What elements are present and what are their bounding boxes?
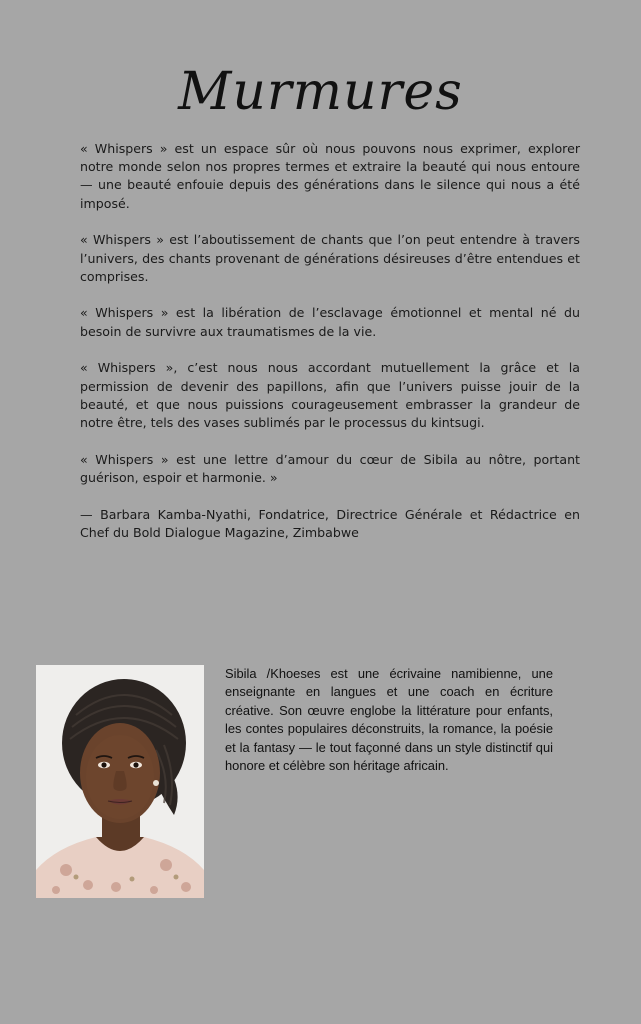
author-section [36, 665, 556, 898]
quote-paragraph-3: « Whispers » est la libération de l’esclavage émotionnel et mental né du besoin de survivre aux traumatismes de la vie. [80, 305, 580, 339]
quote-paragraph-2: « Whispers » est l’aboutissement de chants que l’on peut entendre à travers l’univers, des chants provenant de générations désireuses d’être entendues et comprises. [80, 232, 580, 284]
quote-attribution: — Barbara Kamba-Nyathi, Fondatrice, Directrice Générale et Rédactrice en Chef du Bold Dialogue Magazine, Zimbabwe [80, 506, 580, 540]
quote-paragraph-4: « Whispers », c’est nous nous accordant mutuellement la grâce et la permission de devenir des papillons, afin que l’univers puisse jouir de la beauté, et que nous puissions courageusement embrasser la grandeur de notre être, tels des vases sublimés par le processus du kintsugi. [80, 360, 580, 430]
author-photo [36, 665, 204, 898]
author-portrait-image [36, 665, 204, 898]
quote-paragraph-5: « Whispers » est une lettre d’amour du cœur de Sibila au nôtre, portant guérison, espoir et harmonie. » [80, 451, 580, 485]
quote-paragraph-1: « Whispers » est un espace sûr où nous pouvons nous exprimer, explorer notre monde selon nos propres termes et extraire la beauté qui nous entoure — une beauté enfouie depuis des générations dans le silence qui nous a été imposé. [80, 141, 580, 211]
author-bio: Sibila /Khoeses est une écrivaine namibienne, une enseignante en langues et une coach en écriture créative. Son œuvre englobe la littérature pour enfants, les contes populaires déconstruits, la romance, la poésie et la fantasy — le tout façonné dans un style distinctif qui honore et célèbre son héritage africain. [225, 666, 553, 774]
endorsement-quote [80, 140, 580, 560]
book-title: Murmures [178, 62, 463, 122]
